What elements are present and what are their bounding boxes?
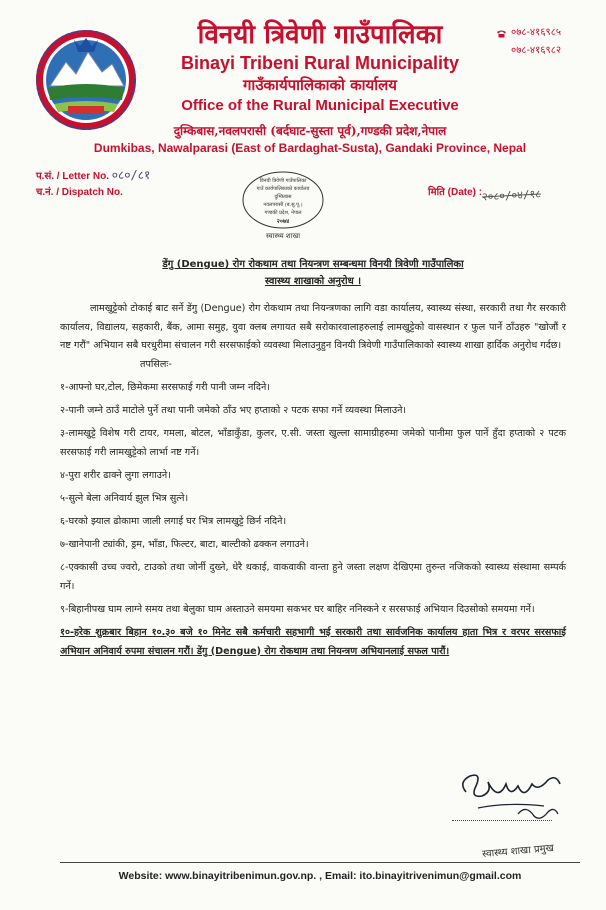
stamp-line: गाउँ कार्यपालिकाको कार्यालय (256, 186, 310, 192)
list-item: ६-घरको झ्याल ढोकामा जाली लगाई घर भित्र लामखुट्टे छिर्न नदिने। (60, 515, 287, 527)
intro-paragraph: लामखुट्टेको टोकाई बाट सर्ने डेंगु (Dengue) रोग रोकथाम तथा नियन्त्रणका लागि वडा कार्यालय, स्वास्थ्य संस्था, सरकारी तथा गैर सरकारी कार्यालय, विद्यालय, सहकारी, बैंक, आमा समुह, युवा क्लब लगायत सबै सरोकारवालाहरुलाई लामखुट्टेको वासस्थान र फुल पार्ने ठाँउहरु "खोजौं र नष्ट गरौं" अभियान सबै घरधुरीमा संचालन गरी सरसफाईको व्यवस्था मिलाउनुहुन विनयी त्रिवेणी गाउँपालिकाको स्वास्थ्य शाखा हार्दिक अनुरोध गर्दछ। (60, 303, 566, 351)
list-item: ३-लामखुट्टे विशेष गरी टायर, गमला, बोटल, भाँडाकुँडा, कुलर, ए.सी. जस्ता खुल्ला सामाग्रीहरुमा जमेको पानीमा फुल पार्ने हुँदा हप्ताको २ पटक सरसफाई गरी लामखुट्टेको लार्भा नष्ट गर्ने। (60, 427, 566, 458)
dispatch-no-label: च.नं. / Dispatch No. (36, 187, 123, 198)
municipality-name-np: विनयी त्रिवेणी गाउँपालिका (197, 20, 443, 50)
details-heading: तपसिलः- (140, 358, 172, 370)
letter-no-label: प.सं. / Letter No. (36, 171, 110, 182)
office-stamp (218, 170, 348, 246)
stamp-bottom: स्वास्थ्य शाखा (265, 232, 301, 240)
signature-line (452, 820, 552, 821)
dispatch-no (36, 184, 123, 198)
signature (448, 762, 578, 842)
list-item: २-पानी जम्ने ठाउँ माटोले पुर्ने तथा पानी जमेको ठाँउ भए हप्ताको २ पटक सफा गर्ने व्यवस्था मिलाउने। (60, 404, 407, 416)
date-field (428, 184, 482, 198)
letterhead (150, 18, 490, 116)
list-item-emphasis: १०-हरेक शुक्रबार बिहान १०.३० बजे १० मिनेट सबै कर्मचारी सहभागी भई सरकारी तथा सार्वजनिक कार्यालय हाता भित्र र वरपर सरसफाई अभियान अनिवार्य रुपमा संचालन गरौं। डेंगु (Dengue) रोग रोकथाम तथा नियन्त्रण अभियानलाई सफल पारौं। (60, 626, 566, 657)
stamp-line: नवलपरासी (ब.सु.पू.) (263, 202, 303, 208)
date-label: मिति (Date) : (428, 187, 483, 198)
office-name-en: Office of the Rural Municipal Executive (181, 97, 459, 114)
stamp-line: विनयी त्रिवेणी गाउँपालिका (259, 178, 307, 184)
stamp-line: दुम्किबास (274, 194, 292, 200)
stamp-line: गण्डकी प्रदेश, नेपाल (264, 210, 302, 216)
list-item: १-आफ्नो घर,टोल, छिमेकमा सरसफाई गरी पानी जम्न नदिने। (60, 381, 270, 393)
office-name-np: गाउँकार्यपालिकाको कार्यालय (242, 76, 397, 94)
address-np: दुम्किबास,नवलपरासी (बर्दघाट-सुस्ता पूर्व),गण्डकी प्रदेश,नेपाल (173, 124, 447, 138)
subject-line-1: डेंगु (Dengue) रोग रोकथाम तथा नियन्त्रण सम्बन्धमा विनयी त्रिवेणी गाउँपालिका (162, 259, 464, 270)
phone-number: ०७८-४१६९८२ (511, 45, 562, 56)
stamp-line: २०७४ (276, 218, 290, 225)
date-value: २०८०/०४/१८ (481, 187, 542, 204)
municipality-name-en: Binayi Tribeni Rural Municipality (180, 53, 460, 73)
phone-line-1 (496, 24, 561, 42)
footer-divider (60, 862, 580, 863)
telephone-icon (496, 29, 507, 38)
letter-no (36, 166, 150, 183)
letter-body (60, 256, 566, 661)
subject-line-2: स्वास्थ्य शाखाको अनुरोध । (264, 276, 362, 287)
signatory-role: स्वास्थ्य शाखा प्रमुख (481, 842, 555, 861)
phone-line-2 (496, 42, 561, 60)
address-en: Dumkibas, Nawalparasi (East of Bardaghat-Susta), Gandaki Province, Nepal (93, 141, 527, 155)
phone-numbers (496, 24, 561, 60)
footer-contact: Website: www.binayitribenimun.gov.np. , Email: ito.binayitrivenimun@gmail.com (118, 870, 522, 882)
list-item: ५-सुत्ने बेला अनिवार्य झुल भित्र सुत्ने। (60, 492, 189, 504)
municipality-logo (30, 24, 142, 136)
list-item: ४-पुरा शरीर ढाक्ने लुगा लगाउने। (60, 469, 171, 481)
letter-no-value: ०८०/८१ (111, 168, 151, 182)
phone-number: ०७८-४१६९८५ (511, 27, 562, 38)
list-item: ७-खानेपानी ट्यांकी, ड्रम, भाँडा, फिल्टर, बाटा, बाल्टीको ढक्कन लगाउने। (60, 538, 309, 550)
list-item: ९-बिहानीपख घाम लाग्ने समय तथा बेलुका घाम अस्ताउने समयमा सकभर घर बाहिर ननिस्कने र सरसफाई अभियान दिउसोको समयमा गर्ने। (60, 603, 535, 615)
list-item: ८-एक्कासी उच्च ज्वरो, टाउको तथा जोर्नी दुख्ने, धेरै थकाई, वाकवाकी वान्ता हुने जस्ता लक्षण देखिएमा तुरुन्त नजिकको स्वास्थ्य संस्थामा सम्पर्क गर्ने। (60, 561, 566, 592)
